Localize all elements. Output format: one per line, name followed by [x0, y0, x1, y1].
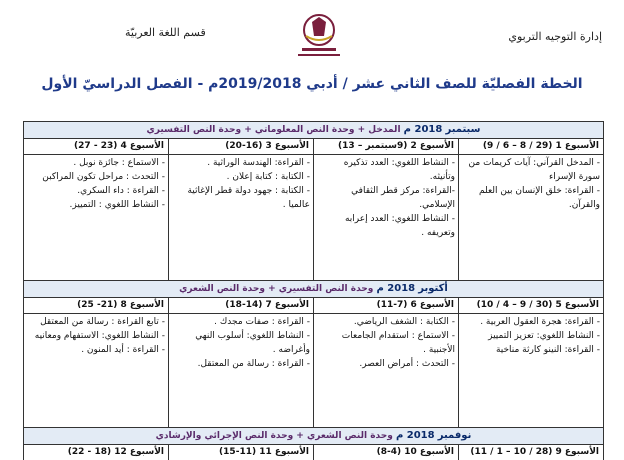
- month-year: 2018 م: [395, 430, 435, 441]
- week-cell: [24, 314, 169, 428]
- ministry-emblem-icon: [288, 8, 350, 62]
- week-label: الأسبوع 4 (23 - 27): [24, 139, 169, 155]
- week-header-row: [24, 445, 604, 460]
- semester-plan-table: [23, 121, 604, 460]
- week-cell: [314, 314, 459, 428]
- month-row-september: [24, 122, 604, 139]
- month-name: أكتوبر: [418, 283, 448, 294]
- week-label: الأسبوع 8 (21- 25): [24, 298, 169, 314]
- month-topic: وحدة النص الشعري + وحدة النص الإجرائي والإرشادي: [155, 431, 393, 441]
- week-cell: [24, 155, 169, 281]
- lesson-item: - القراءة: الهندسة الوراثية .: [207, 158, 310, 168]
- lesson-item: - الكتابة : كتابة إعلان .: [226, 171, 310, 182]
- lesson-item: - النشاط اللغوي : التمييز.: [69, 199, 165, 210]
- month-topic: المدخل + وحدة النص المعلوماتي + وحدة النص التفسيري: [146, 125, 401, 135]
- month-row-november: [24, 428, 604, 445]
- lesson-item: - النشاط اللغوي: الاستفهام ومعانيه: [34, 330, 165, 341]
- week-content-row: [24, 314, 604, 428]
- month-name: سبتمبر: [445, 124, 481, 135]
- lesson-item: - النشاط اللغوي: أسلوب النهي وأغراضه .: [195, 330, 310, 355]
- week-label: الأسبوع 12 (18 - 22): [24, 445, 169, 460]
- lesson-item: - القراءة: النينو كارثة مناخية: [495, 344, 600, 355]
- lesson-item: - القراءة: خلق الإنسان بين العلم والقرآن.: [479, 185, 600, 210]
- week-label: الأسبوع 10 (4-8): [314, 445, 459, 460]
- week-label: الأسبوع 5 (30 / 9 – 4 / 10): [459, 298, 604, 314]
- lesson-item: - القراءة : داء السكري.: [77, 185, 165, 196]
- week-header-row: [24, 139, 604, 155]
- lesson-item: - التحدث : أمراض العصر.: [359, 358, 455, 369]
- lesson-item: -القراءة: مركز قطر الثقافي الإسلامي.: [351, 185, 455, 210]
- week-label: الأسبوع 3 (16-20): [169, 139, 314, 155]
- month-year: 2018 م: [376, 283, 416, 294]
- lesson-item: - القراءة : أيد المنون .: [81, 344, 165, 355]
- department-name: إدارة التوجيه التربوي: [508, 30, 602, 43]
- lesson-item: - النشاط اللغوي: العدد تذكيره وتأنيثه.: [343, 158, 455, 182]
- lesson-item: - الاستماع : استقدام الجامعات الأجنبية .: [341, 330, 455, 355]
- week-cell: [314, 155, 459, 281]
- week-label: الأسبوع 7 (14-18): [169, 298, 314, 314]
- section-name: قسم اللغة العربيّة: [125, 26, 206, 39]
- lesson-item: - القراءة: هجرة العقول العربية .: [480, 317, 600, 327]
- month-row-october: [24, 281, 604, 298]
- week-label: الأسبوع 6 (7-11): [314, 298, 459, 314]
- month-name: نوفمبر: [437, 430, 472, 441]
- week-content-row: [24, 155, 604, 281]
- lesson-item: - التحدث : مراحل تكون المراكبن: [42, 171, 165, 182]
- week-cell: [459, 314, 604, 428]
- week-cell: [169, 314, 314, 428]
- week-cell: [459, 155, 604, 281]
- page-title: الخطة الفصليّة للصف الثاني عشر / أدبي 2019/2018م - الفصل الدراسيّ الأول: [41, 76, 583, 92]
- lesson-item: - القراءة : صفات مجدك .: [214, 317, 310, 327]
- lesson-item: - المدخل القرآني: آيات كريمات من سورة الإسراء: [468, 158, 600, 182]
- week-label: الأسبوع 9 (28 / 10 – 1 / 11): [459, 445, 604, 460]
- month-topic: وحدة النص التفسيري + وحدة النص الشعري: [179, 284, 374, 294]
- week-label: الأسبوع 2 (9سبتمبر – 13): [314, 139, 459, 155]
- lesson-item: - النشاط اللغوي: تعزيز التمييز: [488, 330, 600, 341]
- lesson-item: - القراءة : رسالة من المعتقل.: [197, 358, 310, 369]
- week-header-row: [24, 298, 604, 314]
- week-cell: [169, 155, 314, 281]
- lesson-item: - الكتابة : الشغف الرياضي.: [353, 317, 455, 327]
- lesson-item: - تابع القراءة : رسالة من المعتقل: [40, 317, 165, 327]
- month-year: 2018 م: [403, 124, 443, 135]
- lesson-item: - الاستماع : جائزة نوبل .: [73, 158, 165, 168]
- week-label: الأسبوع 11 (11-15): [169, 445, 314, 460]
- week-label: الأسبوع 1 (29 / 8 – 6 / 9): [459, 139, 604, 155]
- lesson-item: - الكتابة : جهود دولة قطر الإغاثية عالميا .: [187, 185, 310, 210]
- lesson-item: - النشاط اللغوي: العدد إعرابه وتعريفه .: [344, 213, 455, 238]
